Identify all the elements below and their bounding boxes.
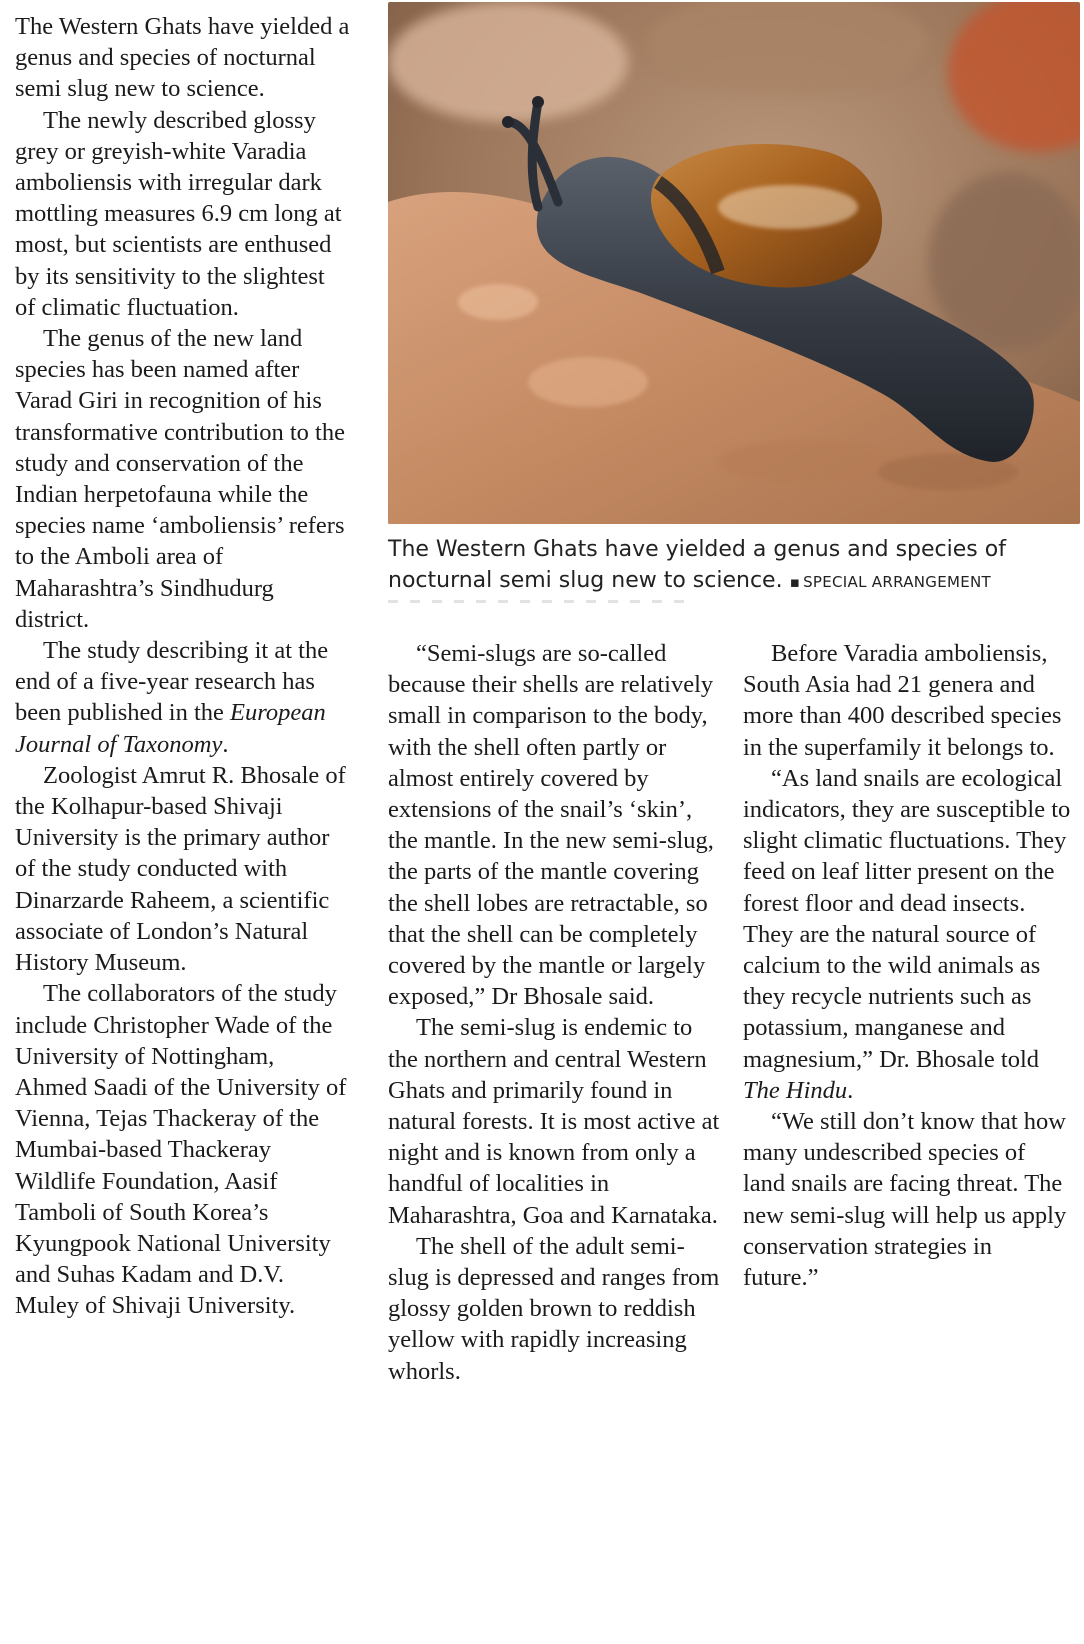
article-column-middle bbox=[388, 638, 723, 1387]
article-paragraph: “We still don’t know that how many undescribed species of land snails are facing threat. The new semi-slug will help us apply conservation strategies in future.” bbox=[743, 1108, 1067, 1292]
caption-divider bbox=[388, 600, 688, 603]
photo-caption-text: The Western Ghats have yielded a genus and species of nocturnal semi slug new to science. bbox=[388, 537, 1006, 593]
article-paragraph: “Semi-slugs are so-called because their shells are relatively small in comparison to the body, with the shell often partly or almost entirely covered by extensions of the snail’s ‘skin’, the mantle. In the new semi-slug, the parts of the mantle covering the shell lobes are retractable, so that the shell can be completely covered by the mantle or largely exposed,” Dr Bhosale said. bbox=[388, 640, 714, 1011]
photo-credit: ▪ SPECIAL ARRANGEMENT bbox=[790, 573, 991, 591]
semi-slug-photo bbox=[388, 2, 1080, 524]
article-column-right bbox=[743, 638, 1073, 1293]
article-paragraph: The study describing it at the end of a five-year research has been published in the European Journal of Taxonomy. bbox=[15, 637, 329, 758]
italic-title: European Journal of Taxonomy bbox=[15, 699, 326, 758]
article-paragraph: The newly described glossy grey or greyish-white Varadia amboliensis with irregular dark mottling measures 6.9 cm long at most, but scientists are enthused by its sensitivity to the slightest of climatic fluctuation. bbox=[15, 106, 342, 321]
article-paragraph: The Western Ghats have yielded a genus and species of nocturnal semi slug new to science. bbox=[15, 13, 350, 103]
article-paragraph: The semi-slug is endemic to the northern and central Western Ghats and primarily found in natural forests. It is most active at night and is known from only a handful of localities in Maharashtra, Goa and Karnataka. bbox=[388, 1014, 720, 1229]
article-paragraph: Zoologist Amrut R. Bhosale of the Kolhapur-based Shivaji University is the primary author of the study conducted with Dinarzarde Raheem, a scientific associate of London’s Natural History Museum. bbox=[15, 761, 346, 977]
article-paragraph: The shell of the adult semi-slug is depressed and ranges from glossy golden brown to reddish yellow with rapidly increasing whorls. bbox=[388, 1232, 720, 1385]
article-paragraph: The genus of the new land species has been named after Varad Giri in recognition of his transformative contribution to the study and conservation of the Indian herpetofauna while the species name ‘amboliensis’ refers to the Amboli area of Maharashtra’s Sindhudurg district. bbox=[15, 325, 345, 633]
photo-caption bbox=[388, 534, 1078, 598]
article-paragraph: “As land snails are ecological indicators, they are susceptible to slight climatic fluctuations. They feed on leaf litter present on the forest floor and dead insects. They are the natural source of calcium to the wild animals as they recycle nutrients such as potassium, manganese and magnesium,” Dr. Bhosale told The Hindu. bbox=[743, 764, 1071, 1104]
semi-slug-illustration bbox=[388, 2, 1080, 524]
article-paragraph: Before Varadia amboliensis, South Asia had 21 genera and more than 400 described species in the superfamily it belongs to. bbox=[743, 640, 1062, 761]
article-paragraph: The collaborators of the study include Christopher Wade of the University of Nottingham, Ahmed Saadi of the University of Vienna, Tejas Thackeray of the Mumbai-based Thackeray Wildlife Foundation, Aasif Tamboli of South Korea’s Kyungpook National University and Suhas Kadam and D.V. Muley of Shivaji University. bbox=[15, 980, 347, 1320]
italic-title: The Hindu bbox=[743, 1076, 848, 1104]
article-column-left bbox=[15, 11, 350, 1322]
